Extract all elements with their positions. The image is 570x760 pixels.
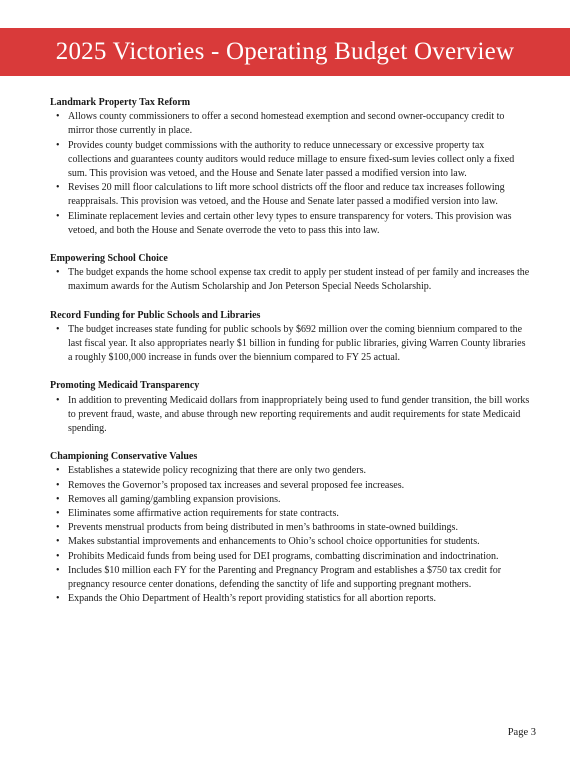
list-item: • In addition to preventing Medicaid dollars from inappropriately being used to fund gender transition, the bill works to prevent fraud, waste, and abuse through new reporting requirements and audit requirements for state Medicaid spending.	[68, 394, 530, 437]
bullet-list	[50, 266, 530, 294]
page-title: 2025 Victories - Operating Budget Overview	[55, 38, 515, 65]
list-item: • Makes substantial improvements and enhancements to Ohio’s school choice opportunities for students.	[68, 535, 530, 549]
bullet-list	[50, 110, 530, 238]
list-item: • Allows county commissioners to offer a second homestead exemption and second owner-occupancy credit to mirror those currently in place.	[68, 110, 530, 138]
section-heading: Record Funding for Public Schools and Libraries	[50, 309, 261, 321]
section-heading: Landmark Property Tax Reform	[50, 97, 191, 108]
list-item: • Includes $10 million each FY for the Parenting and Pregnancy Program and establishes a $750 tax credit for pregnancy resource center donations, defending the sanctity of life and supporting pregnant mothers.	[68, 564, 530, 592]
bullet-list	[50, 323, 530, 366]
list-item: • Establishes a statewide policy recognizing that there are only two genders.	[68, 464, 530, 478]
section-heading: Promoting Medicaid Transparency	[50, 380, 200, 392]
section-heading: Empowering School Choice	[50, 253, 168, 265]
title-banner	[0, 28, 570, 76]
page-number: Page 3	[507, 727, 536, 738]
section-schools-libraries	[50, 309, 530, 366]
list-item: • Eliminate replacement levies and certain other levy types to ensure transparency for voters. This provision was vetoed, and both the House and Senate overrode the veto to pass this into law.	[68, 210, 530, 238]
list-item: • Revises 20 mill floor calculations to lift more school districts off the floor and reduce tax increases following reappraisals. This provision was vetoed, and the House and Senate later passed a modified version into law.	[68, 181, 530, 209]
list-item: • Provides county budget commissions with the authority to reduce unnecessary or excessive property tax collections and guarantees county auditors would reduce millage to ensure fixed-sum levies collect only a fixed sum. This provision was vetoed, and the House and Senate later passed a modified version into law.	[68, 139, 530, 182]
section-medicaid-transparency	[50, 379, 530, 436]
list-item: • Eliminates some affirmative action requirements for state contracts.	[68, 507, 530, 521]
list-item: • The budget increases state funding for public schools by $692 million over the coming biennium compared to the last fiscal year. It also appropriates nearly $1 billion in funding for public libraries, giving Warren County libraries a roughly $100,000 increase in funds over the biennium compared to FY 25 actual.	[68, 323, 530, 366]
section-heading: Championing Conservative Values	[50, 451, 198, 463]
list-item: • Prohibits Medicaid funds from being used for DEI programs, combatting discrimination and indoctrination.	[68, 550, 530, 564]
list-item: • The budget expands the home school expense tax credit to apply per student instead of per family and increases the maximum awards for the Autism Scholarship and Jon Peterson Special Needs Scholarship.	[68, 266, 530, 294]
bullet-list	[50, 464, 530, 606]
list-item: • Removes all gaming/gambling expansion provisions.	[68, 493, 530, 507]
section-property-tax-reform	[50, 96, 530, 238]
section-conservative-values	[50, 450, 530, 606]
list-item: • Removes the Governor’s proposed tax increases and several proposed fee increases.	[68, 479, 530, 493]
list-item: • Expands the Ohio Department of Health’s report providing statistics for all abortion reports.	[68, 592, 530, 606]
list-item: • Prevents menstrual products from being distributed in men’s bathrooms in state-owned buildings.	[68, 521, 530, 535]
document-body	[50, 96, 530, 621]
section-school-choice	[50, 252, 530, 295]
bullet-list	[50, 394, 530, 437]
